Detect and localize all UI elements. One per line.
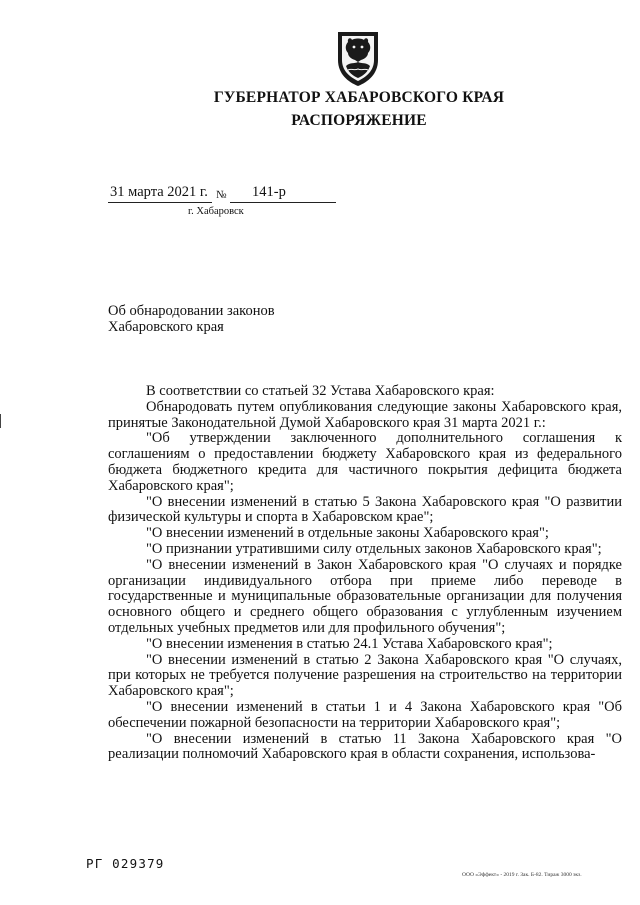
- margin-mark: [0, 414, 1, 428]
- law-item: "О внесении изменений в статьи 1 и 4 Закона Хабаровского края "Об обеспечении пожарной безопасности на территории Хабаровского края";: [108, 698, 622, 731]
- law-item: "О внесении изменений в статью 5 Закона Хабаровского края "О развитии физической культуры и спорта в Хабаровском крае";: [108, 493, 622, 526]
- paragraph-directive: Обнародовать путем опубликования следующие законы Хабаровского края, принятые Законодательной Думой Хабаровского края 31 марта 2021 г.:: [108, 398, 622, 431]
- number-underline: [230, 202, 336, 203]
- law-item: "О признании утратившими силу отдельных законов Хабаровского края";: [146, 540, 602, 557]
- document-number: 141-р: [252, 184, 286, 200]
- law-item: "О внесении изменений в Закон Хабаровского края "О случаях и порядке организации индивидуального отбора при приеме либо переводе в государственные и муниципальные образовательные организации для получения основного общего и среднего общего образования с углубленным изучением отдельных учебных предметов или для профильного обучения";: [108, 556, 622, 636]
- authority-title: ГУБЕРНАТОР ХАБАРОВСКОГО КРАЯ: [213, 89, 505, 106]
- law-item: "О внесении изменений в статью 2 Закона Хабаровского края "О случаях, при которых не требуется получение разрешения на строительство на территории Хабаровского края";: [108, 651, 622, 700]
- document-type-title: РАСПОРЯЖЕНИЕ: [291, 112, 427, 129]
- subject-line-1: Об обнародовании законов: [108, 303, 275, 319]
- subject-line-2: Хабаровского края: [108, 318, 224, 335]
- printer-imprint: ООО «Эффект» - 2019 г. Зак. Б-82. Тираж 3000 экз.: [462, 872, 582, 878]
- law-item: "О внесении изменения в статью 24.1 Устава Хабаровского края";: [146, 635, 553, 652]
- city-label: г. Хабаровск: [188, 206, 244, 217]
- document-subject: [108, 304, 275, 335]
- registration-number: РГ 029379: [86, 856, 165, 871]
- number-label: №: [216, 189, 227, 201]
- coat-of-arms-icon: [334, 26, 382, 88]
- document-body: [108, 384, 622, 763]
- document-date: 31 марта 2021 г.: [110, 184, 208, 200]
- law-item: "Об утверждении заключенного дополнительного соглашения к соглашениям о предоставлении бюджету Хабаровского края из федерального бюджета бюджетного кредита для частичного покрытия дефицита бюджета Хабаровского края";: [108, 430, 622, 494]
- paragraph-preamble: В соответствии со статьей 32 Устава Хабаровского края:: [146, 383, 495, 399]
- law-item: "О внесении изменений в статью 11 Закона Хабаровского края "О реализации полномочий Хабаровского края в области сохранения, использова-: [108, 730, 622, 763]
- date-underline: [108, 202, 212, 203]
- law-item: "О внесении изменений в отдельные законы Хабаровского края";: [146, 525, 549, 542]
